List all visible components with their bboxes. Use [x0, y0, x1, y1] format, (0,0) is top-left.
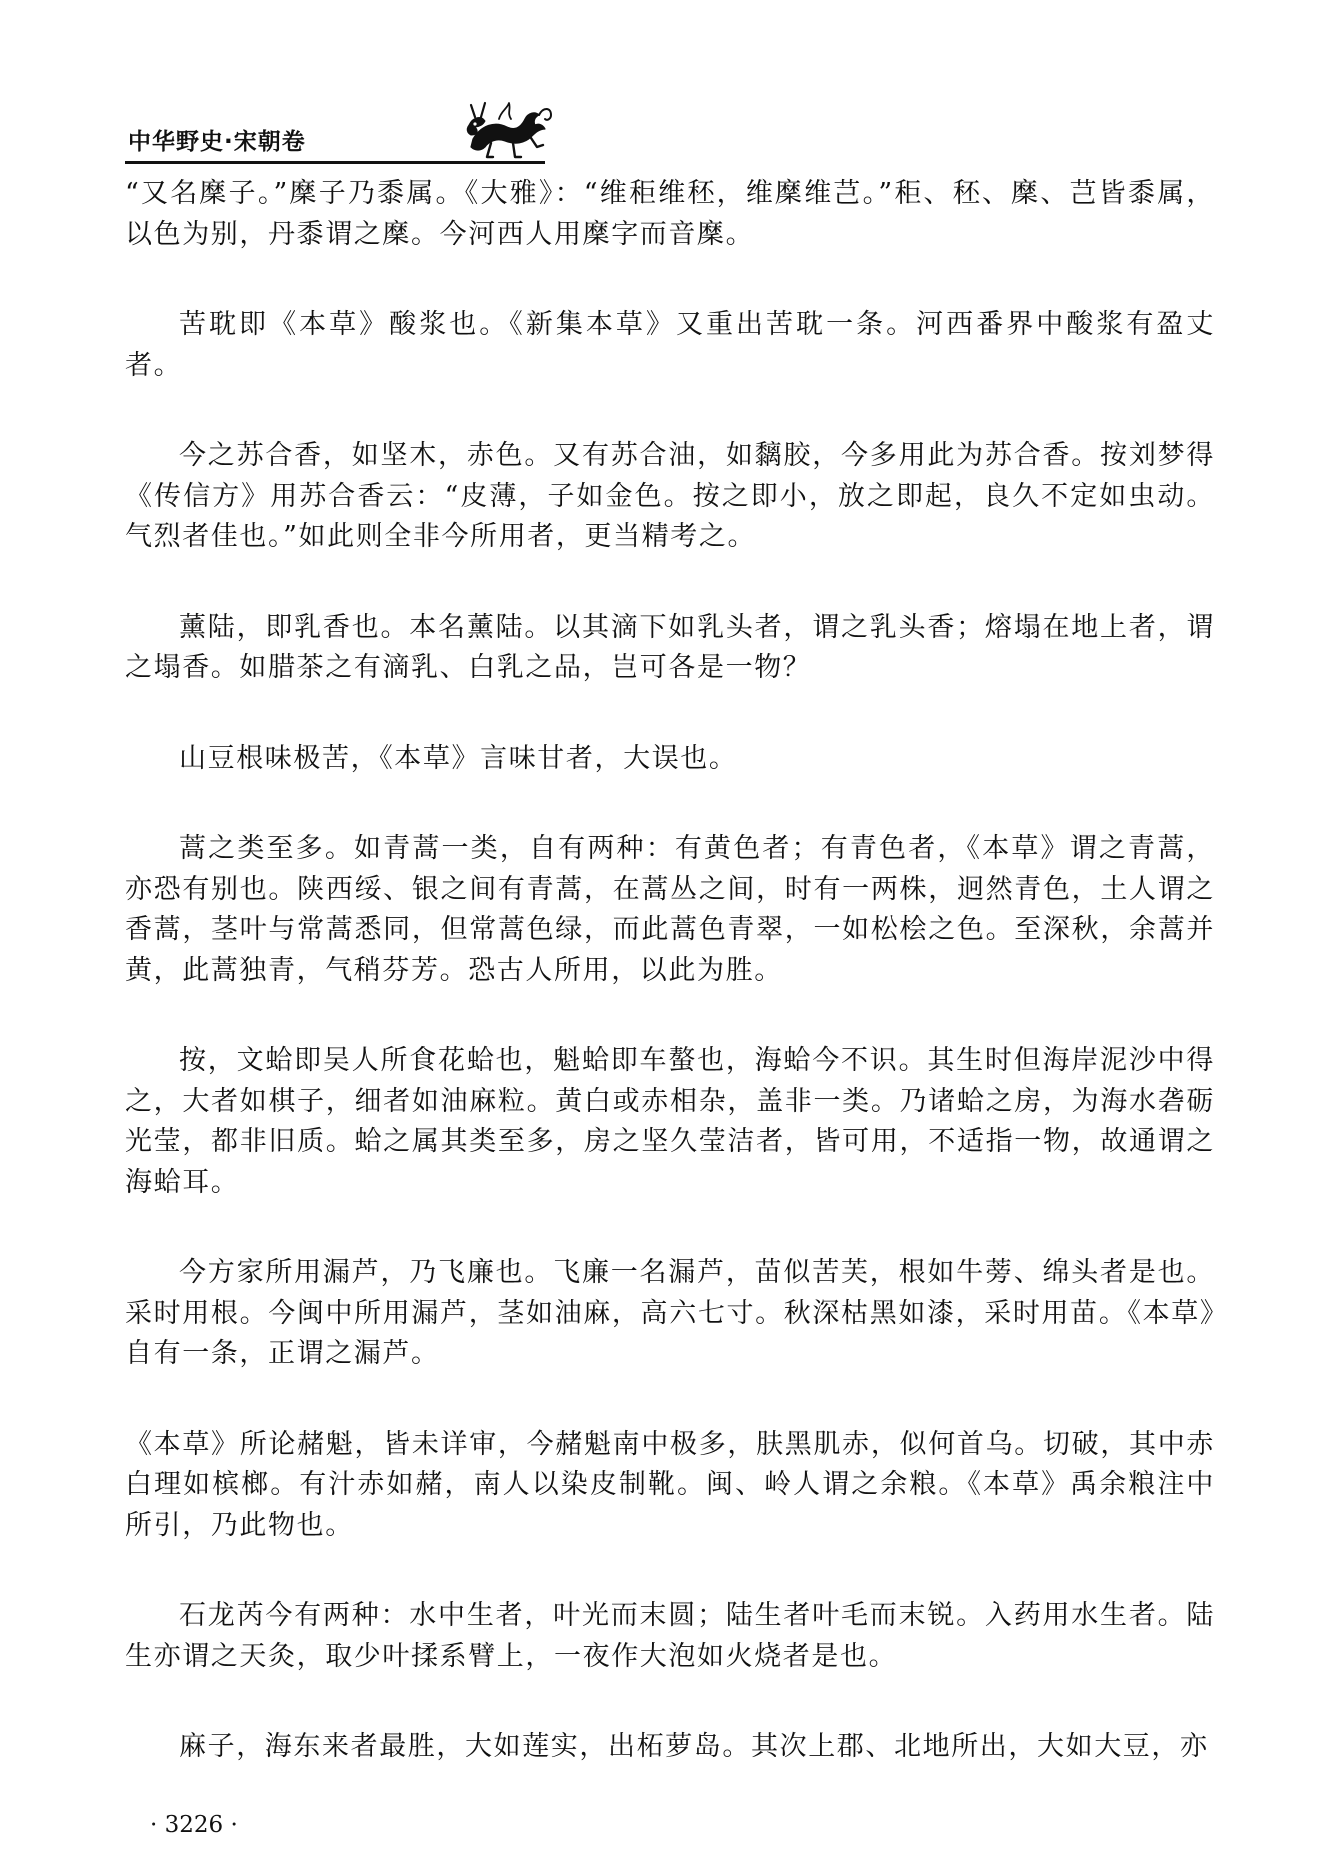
dragon-emblem-icon [455, 95, 555, 165]
paragraph: 按，文蛤即吴人所食花蛤也，魁蛤即车螯也，海蛤今不识。其生时但海岸泥沙中得之，大者如棋子，细者如油麻粒。黄白或赤相杂，盖非一类。乃诸蛤之房，为海水砻砺光莹，都非旧质。蛤之属其类至多，房之坚久莹洁者，皆可用，不适指一物，故通谓之海蛤耳。 [125, 1045, 1215, 1198]
paragraph: 苦耽即《本草》酸浆也。《新集本草》又重出苦耽一条。河西番界中酸浆有盈丈者。 [125, 309, 1215, 381]
paragraph: 石龙芮今有两种：水中生者，叶光而末圆；陆生者叶毛而末锐。入药用水生者。陆生亦谓之天灸，取少叶揉系臂上，一夜作大泡如火烧者是也。 [125, 1600, 1215, 1672]
page-number: · 3226 · [150, 1812, 238, 1838]
running-header-title: 中华野史·宋朝卷 [128, 129, 306, 155]
header-rule [125, 161, 545, 164]
paragraph: 今之苏合香，如坚木，赤色。又有苏合油，如黐胶，今多用此为苏合香。按刘梦得《传信方》用苏合香云：“皮薄，子如金色。按之即小，放之即起，良久不定如虫动。气烈者佳也。”如此则全非今所用者，更当精考之。 [125, 440, 1215, 552]
paragraph: 《本草》所论赭魁，皆未详审，今赭魁南中极多，肤黑肌赤，似何首乌。切破，其中赤白理如槟榔。有汁赤如赭，南人以染皮制靴。闽、岭人谓之余粮。《本草》禹余粮注中所引，乃此物也。 [125, 1428, 1215, 1541]
paragraph: 蒿之类至多。如青蒿一类，自有两种：有黄色者；有青色者，《本草》谓之青蒿，亦恐有别也。陕西绥、银之间有青蒿，在蒿丛之间，时有一两株，迥然青色，土人谓之香蒿，茎叶与常蒿悉同，但常蒿色绿，而此蒿色青翠，一如松桧之色。至深秋，余蒿并黄，此蒿独青，气稍芬芳。恐古人所用，以此为胜。 [125, 833, 1215, 986]
paragraph: 今方家所用漏芦，乃飞廉也。飞廉一名漏芦，苗似苦芙，根如牛蒡、绵头者是也。采时用根。今闽中所用漏芦，茎如油麻，高六七寸。秋深枯黑如漆，采时用苗。《本草》自有一条，正谓之漏芦。 [125, 1257, 1215, 1369]
paragraph: 薰陆，即乳香也。本名薰陆。以其滴下如乳头者，谓之乳头香；熔塌在地上者，谓之塌香。如腊茶之有滴乳、白乳之品，岂可各是一物？ [125, 611, 1215, 683]
running-header [125, 95, 545, 170]
paragraph: 山豆根味极苦，《本草》言味甘者，大误也。 [179, 742, 738, 774]
paragraph: “又名穈子。”穈子乃黍属。《大雅》：“维秬维秠，维穈维芑。”秬、秠、穈、芑皆黍属，以色为别，丹黍谓之穈。今河西人用穈字而音穈。 [125, 178, 1215, 250]
body-text [125, 174, 1215, 1768]
paragraph: 麻子，海东来者最胜，大如莲实，出柘萝岛。其次上郡、北地所出，大如大豆，亦 [179, 1731, 1209, 1762]
